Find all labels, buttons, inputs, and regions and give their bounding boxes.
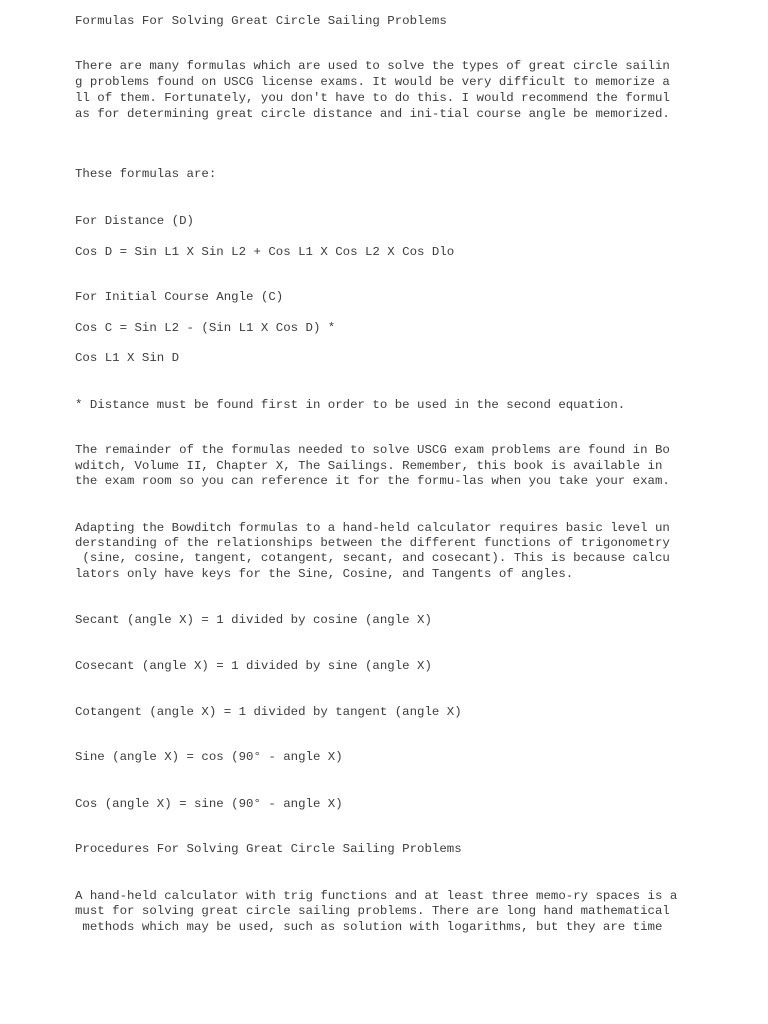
procedures-heading: Procedures For Solving Great Circle Sailing Problems	[75, 842, 462, 856]
cosecant-identity: Cosecant (angle X) = 1 divided by sine (angle X)	[75, 659, 432, 673]
adapting-line-2: derstanding of the relationships between the different functions of trigonometry	[75, 536, 670, 550]
secant-identity: Secant (angle X) = 1 divided by cosine (angle X)	[75, 613, 432, 627]
adapting-line-4: lators only have keys for the Sine, Cosine, and Tangents of angles.	[75, 567, 574, 581]
cotangent-identity: Cotangent (angle X) = 1 divided by tangent (angle X)	[75, 705, 462, 719]
course-formula-line-1: Cos C = Sin L2 - (Sin L1 X Cos D) *	[75, 321, 336, 335]
procedures-line-1: A hand-held calculator with trig functions and at least three memo-ry spaces is a	[75, 889, 678, 903]
remainder-line-3: the exam room so you can reference it for the formu-las when you take your exam.	[75, 474, 670, 488]
distance-heading: For Distance (D)	[75, 214, 194, 228]
intro-line-2: g problems found on USCG license exams. It would be very difficult to memorize a	[75, 75, 670, 89]
procedures-line-2: must for solving great circle sailing problems. There are long hand mathematical	[75, 904, 670, 918]
intro-line-3: ll of them. Fortunately, you don't have to do this. I would recommend the formul	[75, 91, 670, 105]
intro-line-1: There are many formulas which are used to solve the types of great circle sailin	[75, 59, 670, 73]
course-formula-line-2: Cos L1 X Sin D	[75, 351, 180, 365]
cos-identity: Cos (angle X) = sine (90° - angle X)	[75, 797, 343, 811]
formulas-intro: These formulas are:	[75, 167, 217, 181]
remainder-line-1: The remainder of the formulas needed to solve USCG exam problems are found in Bo	[75, 443, 670, 457]
procedures-line-3: methods which may be used, such as solution with logarithms, but they are time	[75, 920, 663, 934]
distance-formula: Cos D = Sin L1 X Sin L2 + Cos L1 X Cos L2 X Cos Dlo	[75, 245, 455, 259]
intro-line-4: as for determining great circle distance and ini-tial course angle be memorized.	[75, 107, 670, 121]
adapting-line-1: Adapting the Bowditch formulas to a hand-held calculator requires basic level un	[75, 521, 670, 535]
remainder-line-2: wditch, Volume II, Chapter X, The Sailings. Remember, this book is available in	[75, 459, 663, 473]
course-heading: For Initial Course Angle (C)	[75, 290, 284, 304]
document-title: Formulas For Solving Great Circle Sailing Problems	[75, 14, 447, 28]
adapting-line-3: (sine, cosine, tangent, cotangent, secant, and cosecant). This is because calcu	[75, 551, 670, 565]
sine-identity: Sine (angle X) = cos (90° - angle X)	[75, 750, 343, 764]
footnote: * Distance must be found first in order to be used in the second equation.	[75, 398, 626, 412]
